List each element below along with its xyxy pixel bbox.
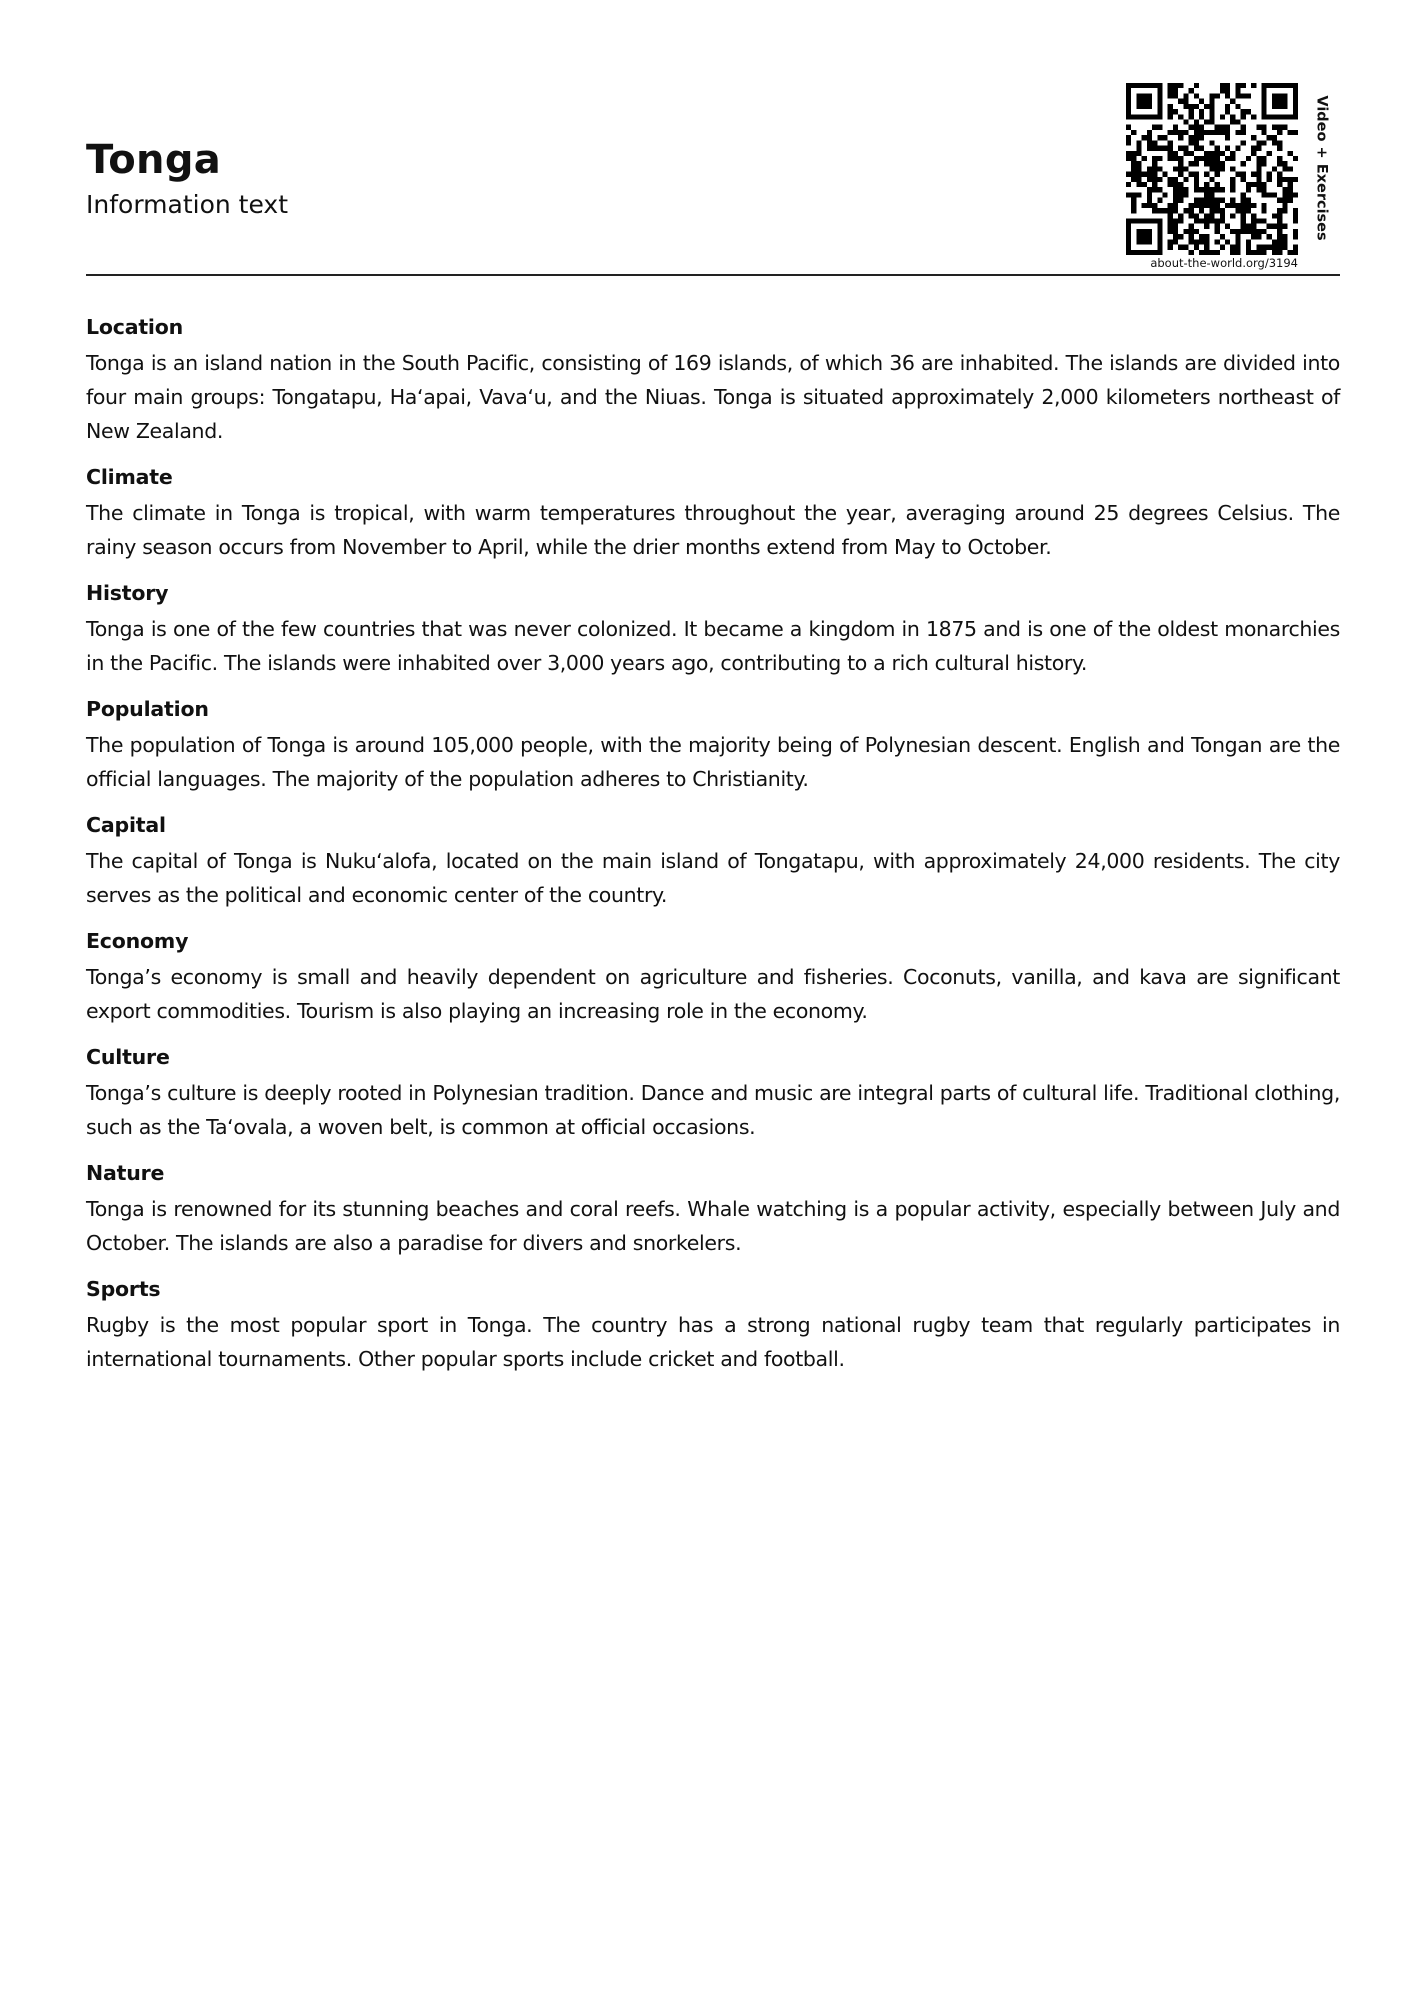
section-paragraph: Tonga is one of the few countries that was never colonized. It became a kingdom in 1875 and is one of the oldest monarchies in the Pacific. The islands were inhabited over 3,000 years ago, contributing to a rich cultural history. xyxy=(86,617,1340,675)
section-paragraph: The population of Tonga is around 105,000 people, with the majority being of Polynesian descent. English and Tongan are the official languages. The majority of the population adheres to Christianity. xyxy=(86,733,1340,791)
info-text-body xyxy=(86,312,1340,1390)
section-paragraph: Tonga’s culture is deeply rooted in Polynesian tradition. Dance and music are integral parts of cultural life. Traditional clothing, such as the Taʻovala, a woven belt, is common at official occasions. xyxy=(86,1081,1340,1139)
section-sports xyxy=(86,1274,1340,1376)
section-paragraph: Tonga is an island nation in the South Pacific, consisting of 169 islands, of which 36 are inhabited. The islands are divided into four main groups: Tongatapu, Haʻapai, Vavaʻu, and the Niuas. Tonga is situated approximately 2,000 kilometers northeast of New Zealand. xyxy=(86,351,1340,443)
section-heading: History xyxy=(86,581,169,605)
qr-url-label[interactable]: about-the-world.org/3194 xyxy=(1150,256,1298,270)
page-header xyxy=(86,80,1340,275)
section-heading: Culture xyxy=(86,1045,170,1069)
section-heading: Sports xyxy=(86,1277,161,1301)
page-subtitle: Information text xyxy=(86,190,289,219)
section-location xyxy=(86,312,1340,448)
section-paragraph: Tonga’s economy is small and heavily dependent on agriculture and fisheries. Coconuts, vanilla, and kava are significant export commodities. Tourism is also playing an increasing role in the economy. xyxy=(86,965,1340,1023)
section-history xyxy=(86,578,1340,680)
section-nature xyxy=(86,1158,1340,1260)
section-paragraph: The climate in Tonga is tropical, with warm temperatures throughout the year, averaging around 25 degrees Celsius. The rainy season occurs from November to April, while the drier months extend from May to October. xyxy=(86,501,1340,559)
section-paragraph: Tonga is renowned for its stunning beaches and coral reefs. Whale watching is a popular activity, especially between July and October. The islands are also a paradise for divers and snorkelers. xyxy=(86,1197,1340,1255)
header-divider xyxy=(86,274,1340,276)
page-title: Tonga xyxy=(86,137,222,183)
section-population xyxy=(86,694,1340,796)
section-heading: Population xyxy=(86,697,209,721)
section-paragraph: The capital of Tonga is Nukuʻalofa, located on the main island of Tongatapu, with approximately 24,000 residents. The city serves as the political and economic center of the country. xyxy=(86,849,1340,907)
section-climate xyxy=(86,462,1340,564)
qr-side-label: Video + Exercises xyxy=(1313,95,1330,241)
section-culture xyxy=(86,1042,1340,1144)
section-heading: Capital xyxy=(86,813,166,837)
section-heading: Nature xyxy=(86,1161,165,1185)
section-paragraph: Rugby is the most popular sport in Tonga. The country has a strong national rugby team that regularly participates in international tournaments. Other popular sports include cricket and football. xyxy=(86,1313,1340,1371)
section-heading: Climate xyxy=(86,465,173,489)
qr-code-icon[interactable] xyxy=(1126,83,1298,255)
section-heading: Location xyxy=(86,315,184,339)
section-capital xyxy=(86,810,1340,912)
qr-block[interactable] xyxy=(1126,80,1340,275)
section-heading: Economy xyxy=(86,929,189,953)
section-economy xyxy=(86,926,1340,1028)
